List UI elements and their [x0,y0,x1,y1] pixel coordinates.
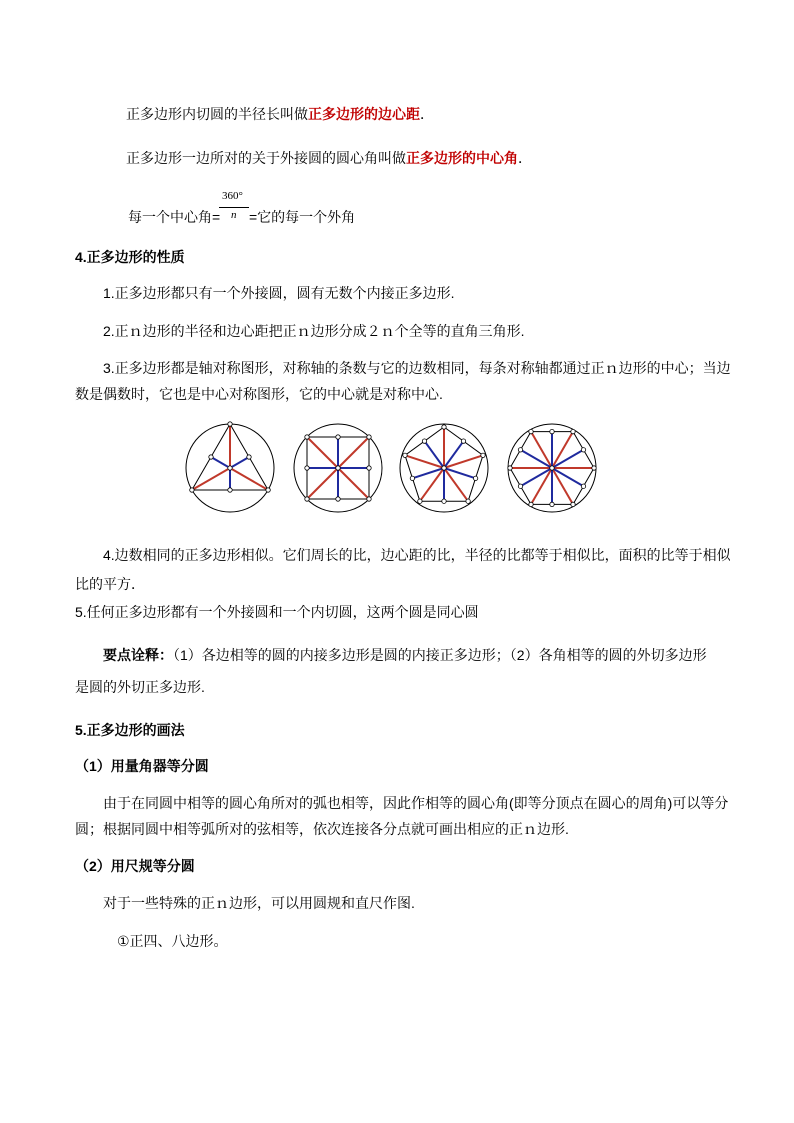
key-point-note-line2: 是圆的外切正多边形. [75,679,205,695]
protractor-text-line1: 由于在同圆中相等的圆心角所对的弧也相等，因此作相等的圆心角(即等分顶点在圆心的周角)可以等分 [103,795,729,811]
apothem-def-end: ． [420,106,434,122]
formula-denominator: n [231,209,237,221]
compass-ruler-text: 对于一些特殊的正ｎ边形，可以用圆规和直尺作图. [103,895,415,911]
property-2: 2.正ｎ边形的半径和边心距把正ｎ边形分成２ｎ个全等的直角三角形. [103,323,525,339]
formula-numerator: 360° [222,190,243,202]
section-heading-drawing: 5.正多边形的画法 [75,722,185,738]
property-3-line1: 3.正多边形都是轴对称图形，对称轴的条数与它的边数相同，每条对称轴都通过正ｎ边形的中心；当边 [103,360,731,376]
property-1: 1.正多边形都只有一个外接圆，圆有无数个内接正多边形. [103,285,455,301]
property-3-line2: 数是偶数时，它也是中心对称图形，它的中心就是对称中心. [75,386,443,402]
central-angle-formula-post: =它的每一个外角 [249,209,356,225]
paragraph-central-angle-def [126,148,532,168]
central-angle-def-end: ． [518,150,532,166]
subheading-protractor: （1）用量角器等分圆 [75,758,209,774]
property-4-line2: 比的平方． [75,576,145,592]
key-point-note-line1 [103,645,707,665]
square-figure [288,418,388,518]
central-angle-formula-pre: 每一个中心角= [128,209,221,225]
hexagon-figure [502,418,602,518]
apothem-term: 正多边形的边心距 [308,106,420,122]
apothem-def-text: 正多边形内切圆的半径长叫做 [126,106,308,122]
key-point-label: 要点诠释： [103,647,173,663]
pentagon-figure [394,418,494,518]
triangle-figure [180,418,280,518]
central-angle-term: 正多边形的中心角 [406,150,518,166]
central-angle-def-text: 正多边形一边所对的关于外接圆的圆心角叫做 [126,150,406,166]
property-5: 5.任何正多边形都有一个外接圆和一个内切圆，这两个圆是同心圆 [75,604,479,620]
square-octagon-item: ①正四、八边形。 [117,933,228,949]
property-4-line1: 4.边数相同的正多边形相似。它们周长的比，边心距的比，半径的比都等于相似比，面积的比等于相似 [103,547,731,563]
subheading-compass-ruler: （2）用尺规等分圆 [75,858,195,874]
fraction-bar [219,207,249,208]
section-heading-properties: 4.正多边形的性质 [75,249,185,265]
key-point-text: （1）各边相等的圆的内接多边形是圆的内接正多边形；（2）各角相等的圆的外切多边形 [173,647,707,663]
protractor-text-line2: 圆；根据同圆中相等弧所对的弦相等，依次连接各分点就可画出相应的正ｎ边形. [75,821,569,837]
paragraph-apothem-def [126,104,434,124]
